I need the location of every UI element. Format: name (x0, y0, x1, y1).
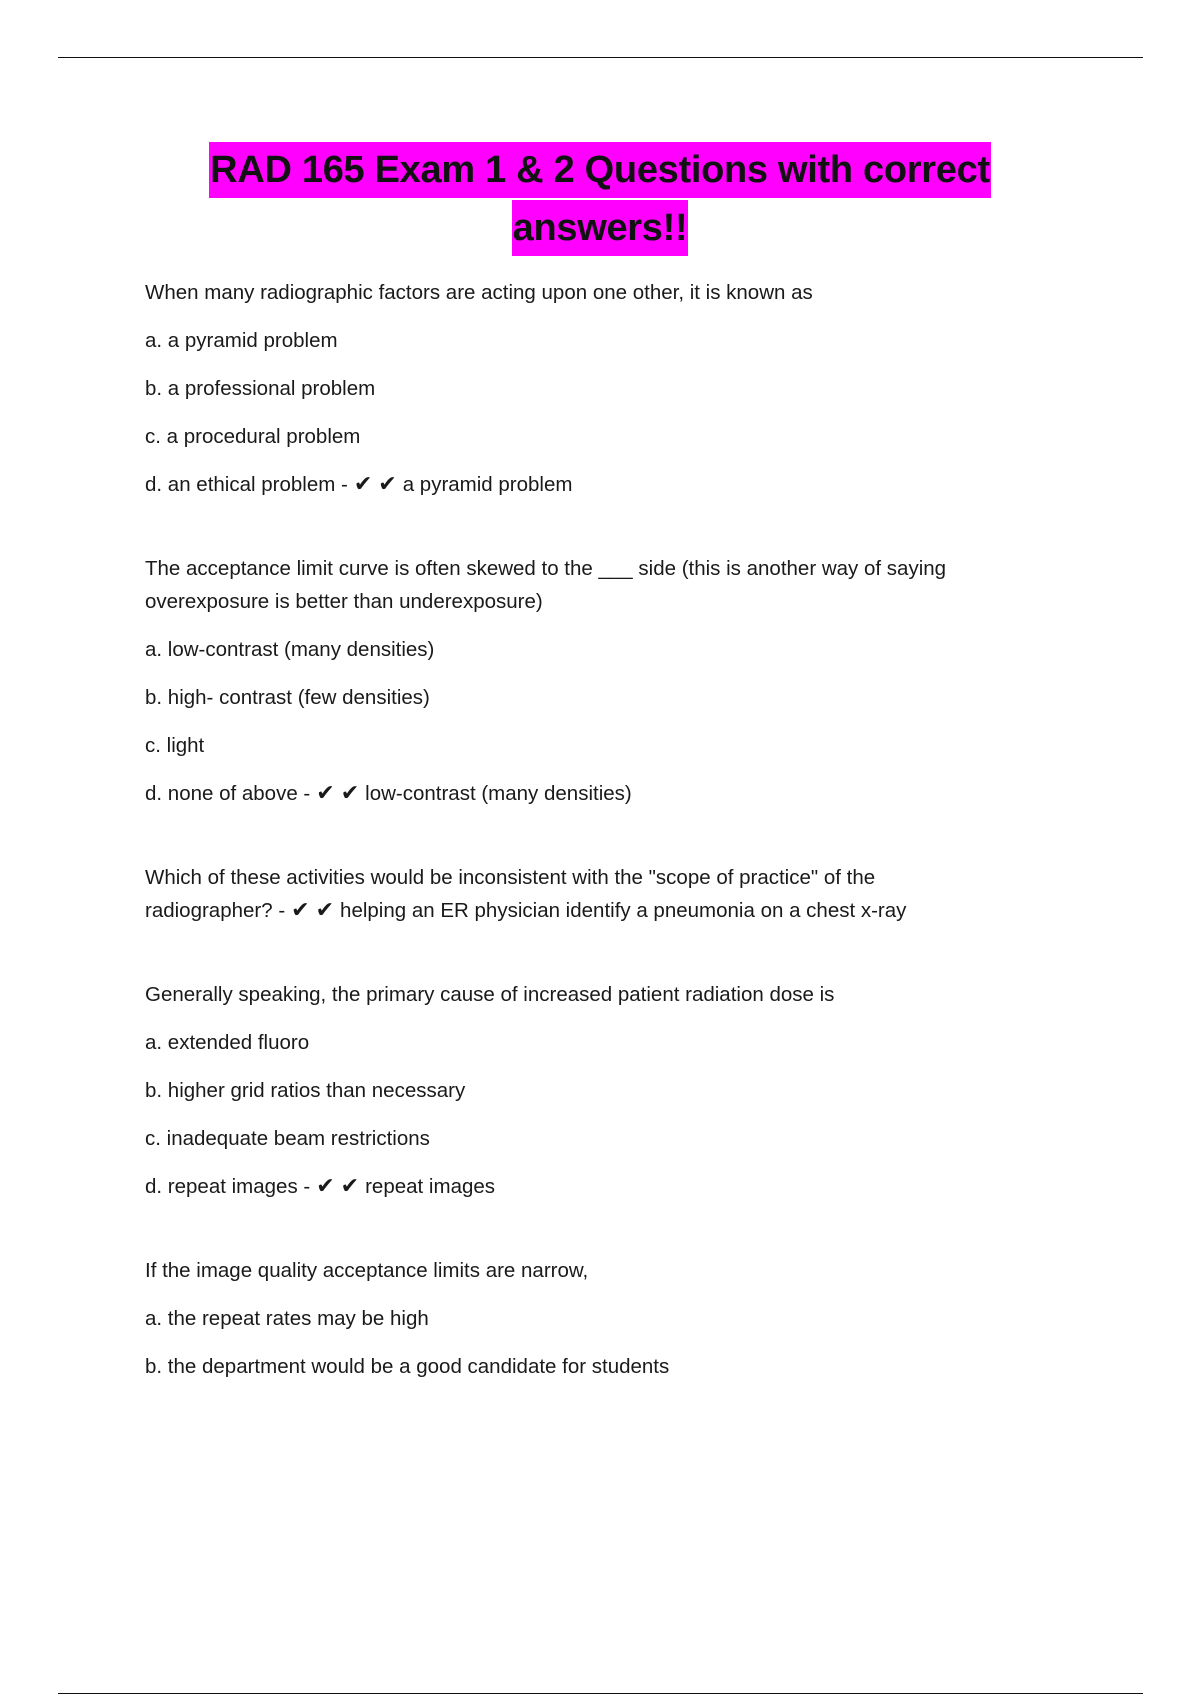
question-text: If the image quality acceptance limits are narrow, (145, 1259, 589, 1282)
question-4 (145, 978, 1045, 1203)
bottom-rule (58, 1693, 1143, 1694)
option-c: c. light (145, 734, 205, 757)
question-text: When many radiographic factors are acting upon one other, it is known as (145, 281, 813, 304)
checkmark-icon: ✔✔ (316, 1174, 366, 1199)
correct-answer: helping an ER physician identify a pneumonia on a chest x-ray (340, 899, 907, 922)
option-a: a. extended fluoro (145, 1031, 310, 1054)
option-b: b. a professional problem (145, 377, 376, 400)
option-d-text: d. none of above - (145, 782, 311, 805)
question-text-tail: radiographer? - (145, 899, 286, 922)
question-text-line-2 (145, 894, 1045, 927)
option-b: b. the department would be a good candidate for students (145, 1355, 670, 1378)
option-a: a. low-contrast (many densities) (145, 638, 435, 661)
correct-answer: low-contrast (many densities) (365, 782, 632, 805)
question-text: Generally speaking, the primary cause of increased patient radiation dose is (145, 983, 835, 1006)
question-list (145, 276, 1045, 1383)
question-3 (145, 861, 1045, 927)
option-a: a. a pyramid problem (145, 329, 338, 352)
correct-answer: repeat images (365, 1175, 496, 1198)
correct-answer: a pyramid problem (402, 473, 573, 496)
option-a: a. the repeat rates may be high (145, 1307, 429, 1330)
title-line-2: answers!! (512, 200, 689, 256)
question-text-line-1: The acceptance limit curve is often skewed to the ___ side (this is another way of saying (145, 557, 947, 580)
option-c: c. a procedural problem (145, 425, 361, 448)
question-2 (145, 552, 1045, 810)
question-text-line-2: overexposure is better than underexposure) (145, 590, 543, 613)
option-d (145, 1170, 1045, 1203)
top-rule (58, 57, 1143, 58)
title-line-1: RAD 165 Exam 1 & 2 Questions with correct (209, 142, 991, 198)
option-d (145, 777, 1045, 810)
question-5 (145, 1254, 1045, 1383)
option-d-text: d. repeat images - (145, 1175, 311, 1198)
option-d-text: d. an ethical problem - (145, 473, 348, 496)
checkmark-icon: ✔✔ (316, 781, 366, 806)
checkmark-icon: ✔✔ (291, 898, 341, 923)
checkmark-icon: ✔✔ (353, 472, 403, 497)
option-b: b. high- contrast (few densities) (145, 686, 430, 709)
document-title (0, 142, 1200, 256)
option-b: b. higher grid ratios than necessary (145, 1079, 466, 1102)
question-text-line-1: Which of these activities would be inconsistent with the "scope of practice" of the (145, 866, 876, 889)
question-1 (145, 276, 1045, 501)
option-c: c. inadequate beam restrictions (145, 1127, 430, 1150)
option-d (145, 468, 1045, 501)
